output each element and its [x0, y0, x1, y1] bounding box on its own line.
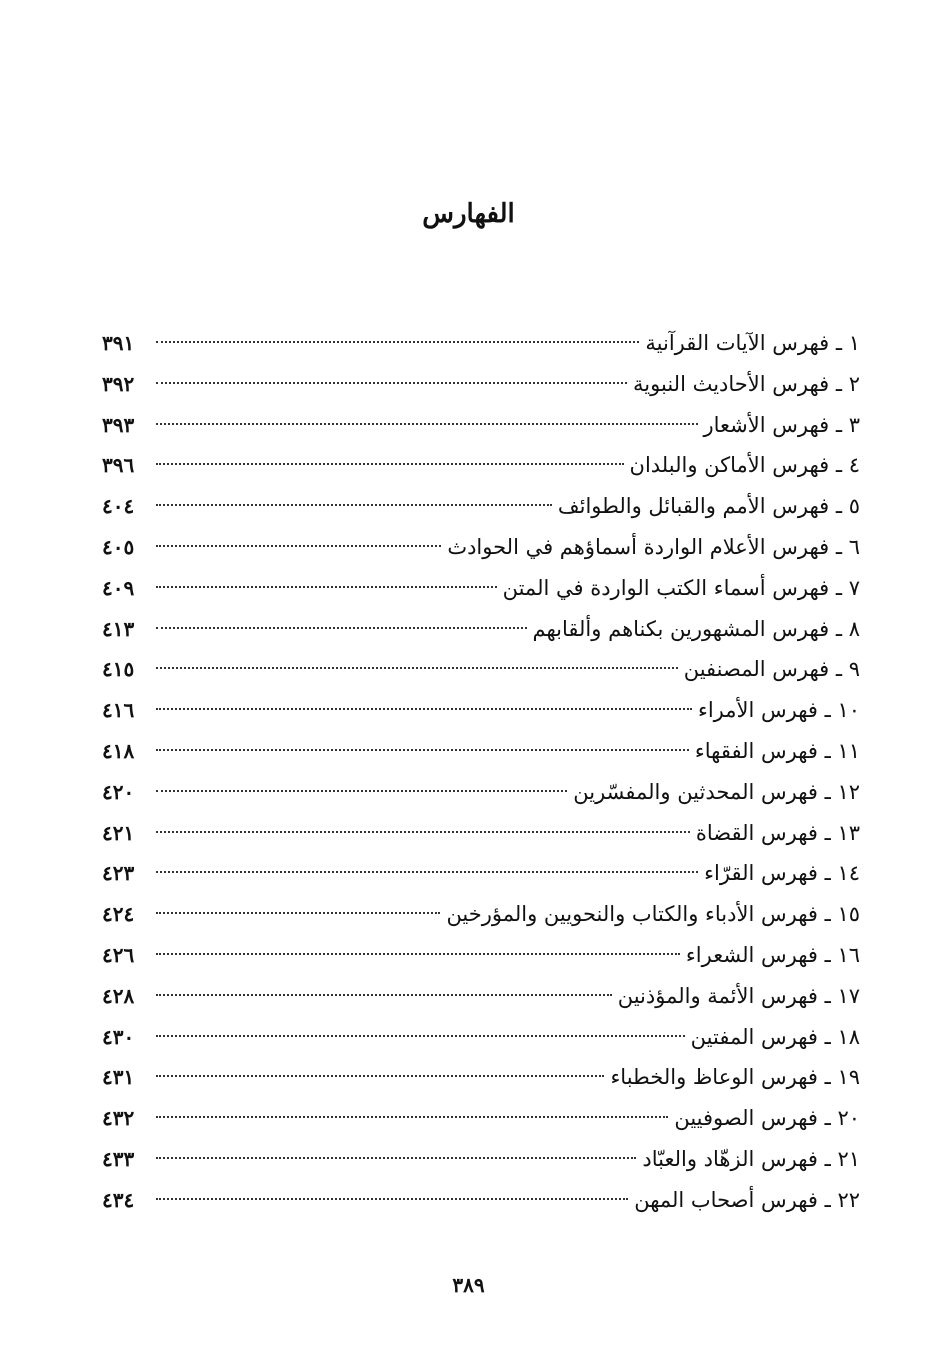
dot-leader	[156, 994, 612, 996]
table-of-contents	[102, 323, 860, 1221]
dot-leader	[156, 871, 698, 873]
toc-entry-page: ٣٩٦	[102, 453, 135, 478]
dot-leader	[156, 831, 690, 833]
dot-leader	[156, 953, 680, 955]
toc-entry-title: ١٦ ـ فهرس الشعراء	[685, 942, 860, 967]
dot-leader	[156, 1075, 604, 1077]
toc-entry-page: ٤٠٤	[102, 494, 135, 519]
dot-leader	[156, 1035, 685, 1037]
dot-leader	[156, 341, 639, 343]
toc-entry-title: ٤ ـ فهرس الأماكن والبلدان	[629, 453, 860, 478]
toc-entry-7	[102, 568, 860, 609]
toc-entry-18	[102, 1017, 860, 1058]
toc-entry-title: ١٤ ـ فهرس القرّاء	[704, 861, 860, 886]
toc-entry-page: ٤٢٠	[102, 779, 135, 804]
toc-entry-17	[102, 976, 860, 1017]
dot-leader	[156, 545, 441, 547]
toc-entry-page: ٤٣٣	[102, 1146, 135, 1171]
toc-entry-15	[102, 894, 860, 935]
toc-entry-page: ٤٣٤	[102, 1187, 135, 1212]
toc-entry-page: ٣٩٢	[102, 371, 135, 396]
toc-entry-page: ٤٢٨	[102, 983, 135, 1008]
dot-leader	[156, 749, 689, 751]
toc-entry-title: ١٩ ـ فهرس الوعاظ والخطباء	[610, 1065, 860, 1090]
toc-entry-10	[102, 690, 860, 731]
dot-leader	[156, 382, 627, 384]
toc-entry-title: ١٣ ـ فهرس القضاة	[695, 820, 860, 845]
toc-entry-4	[102, 445, 860, 486]
toc-entry-page: ٤٣١	[102, 1065, 135, 1090]
toc-entry-page: ٤١٣	[102, 616, 135, 641]
toc-entry-title: ١٧ ـ فهرس الأئمة والمؤذنين	[617, 983, 860, 1008]
toc-entry-16	[102, 935, 860, 976]
page-title: الفهارس	[422, 199, 515, 229]
dot-leader	[156, 627, 527, 629]
toc-entry-page: ٤٢٣	[102, 861, 135, 886]
toc-entry-title: ٥ ـ فهرس الأمم والقبائل والطوائف	[557, 494, 860, 519]
toc-entry-page: ٤٣٢	[102, 1106, 135, 1131]
toc-entry-title: ٢ ـ فهرس الأحاديث النبوية	[633, 371, 860, 396]
toc-entry-page: ٤٠٩	[102, 575, 135, 600]
toc-entry-title: ٦ ـ فهرس الأعلام الواردة أسماؤهم في الحوادث	[447, 534, 860, 559]
toc-entry-title: ٢٠ ـ فهرس الصوفيين	[674, 1106, 860, 1131]
toc-entry-page: ٤٠٥	[102, 534, 135, 559]
toc-entry-19	[102, 1057, 860, 1098]
toc-entry-title: ١٢ ـ فهرس المحدثين والمفسّرين	[573, 779, 860, 804]
toc-entry-13	[102, 813, 860, 854]
toc-entry-title: ١٥ ـ فهرس الأدباء والكتاب والنحويين والمؤرخين	[446, 902, 860, 927]
dot-leader	[156, 1157, 636, 1159]
toc-entry-title: ١٨ ـ فهرس المفتين	[690, 1024, 860, 1049]
toc-entry-3	[102, 405, 860, 446]
dot-leader	[156, 423, 698, 425]
toc-entry-title: ٩ ـ فهرس المصنفين	[683, 657, 860, 682]
toc-entry-14	[102, 853, 860, 894]
toc-entry-12	[102, 772, 860, 813]
toc-entry-9	[102, 649, 860, 690]
toc-entry-page: ٤١٨	[102, 738, 135, 763]
dot-leader	[156, 1116, 668, 1118]
dot-leader	[156, 667, 678, 669]
toc-entry-title: ٣ ـ فهرس الأشعار	[703, 412, 860, 437]
toc-entry-title: ٢٢ ـ فهرس أصحاب المهن	[634, 1187, 860, 1212]
dot-leader	[156, 463, 624, 465]
dot-leader	[156, 912, 440, 914]
toc-entry-22	[102, 1180, 860, 1221]
toc-entry-page: ٤٢١	[102, 820, 135, 845]
toc-entry-11	[102, 731, 860, 772]
dot-leader	[156, 1198, 628, 1200]
toc-entry-title: ١ ـ فهرس الآيات القرآنية	[645, 331, 860, 355]
toc-entry-page: ٣٩٣	[102, 412, 135, 437]
toc-entry-page: ٣٩١	[102, 331, 135, 355]
toc-entry-page: ٤١٥	[102, 657, 135, 682]
toc-entry-1	[102, 323, 860, 364]
toc-entry-page: ٤١٦	[102, 698, 135, 723]
toc-entry-21	[102, 1139, 860, 1180]
toc-entry-page: ٤٣٠	[102, 1024, 135, 1049]
dot-leader	[156, 790, 567, 792]
toc-entry-page: ٤٢٦	[102, 942, 135, 967]
dot-leader	[156, 504, 552, 506]
toc-entry-2	[102, 364, 860, 405]
dot-leader	[156, 586, 497, 588]
toc-entry-title: ٧ ـ فهرس أسماء الكتب الواردة في المتن	[502, 575, 860, 600]
toc-entry-title: ١١ ـ فهرس الفقهاء	[694, 738, 860, 763]
toc-entry-6	[102, 527, 860, 568]
toc-entry-page: ٤٢٤	[102, 902, 135, 927]
toc-entry-title: ٢١ ـ فهرس الزهّاد والعبّاد	[642, 1146, 860, 1171]
dot-leader	[156, 708, 692, 710]
toc-entry-title: ٨ ـ فهرس المشهورين بكناهم وألقابهم	[532, 616, 860, 641]
toc-entry-5	[102, 486, 860, 527]
toc-entry-8	[102, 609, 860, 650]
toc-entry-20	[102, 1098, 860, 1139]
toc-entry-title: ١٠ ـ فهرس الأمراء	[697, 698, 860, 723]
page-number: ٣٨٩	[452, 1273, 485, 1297]
